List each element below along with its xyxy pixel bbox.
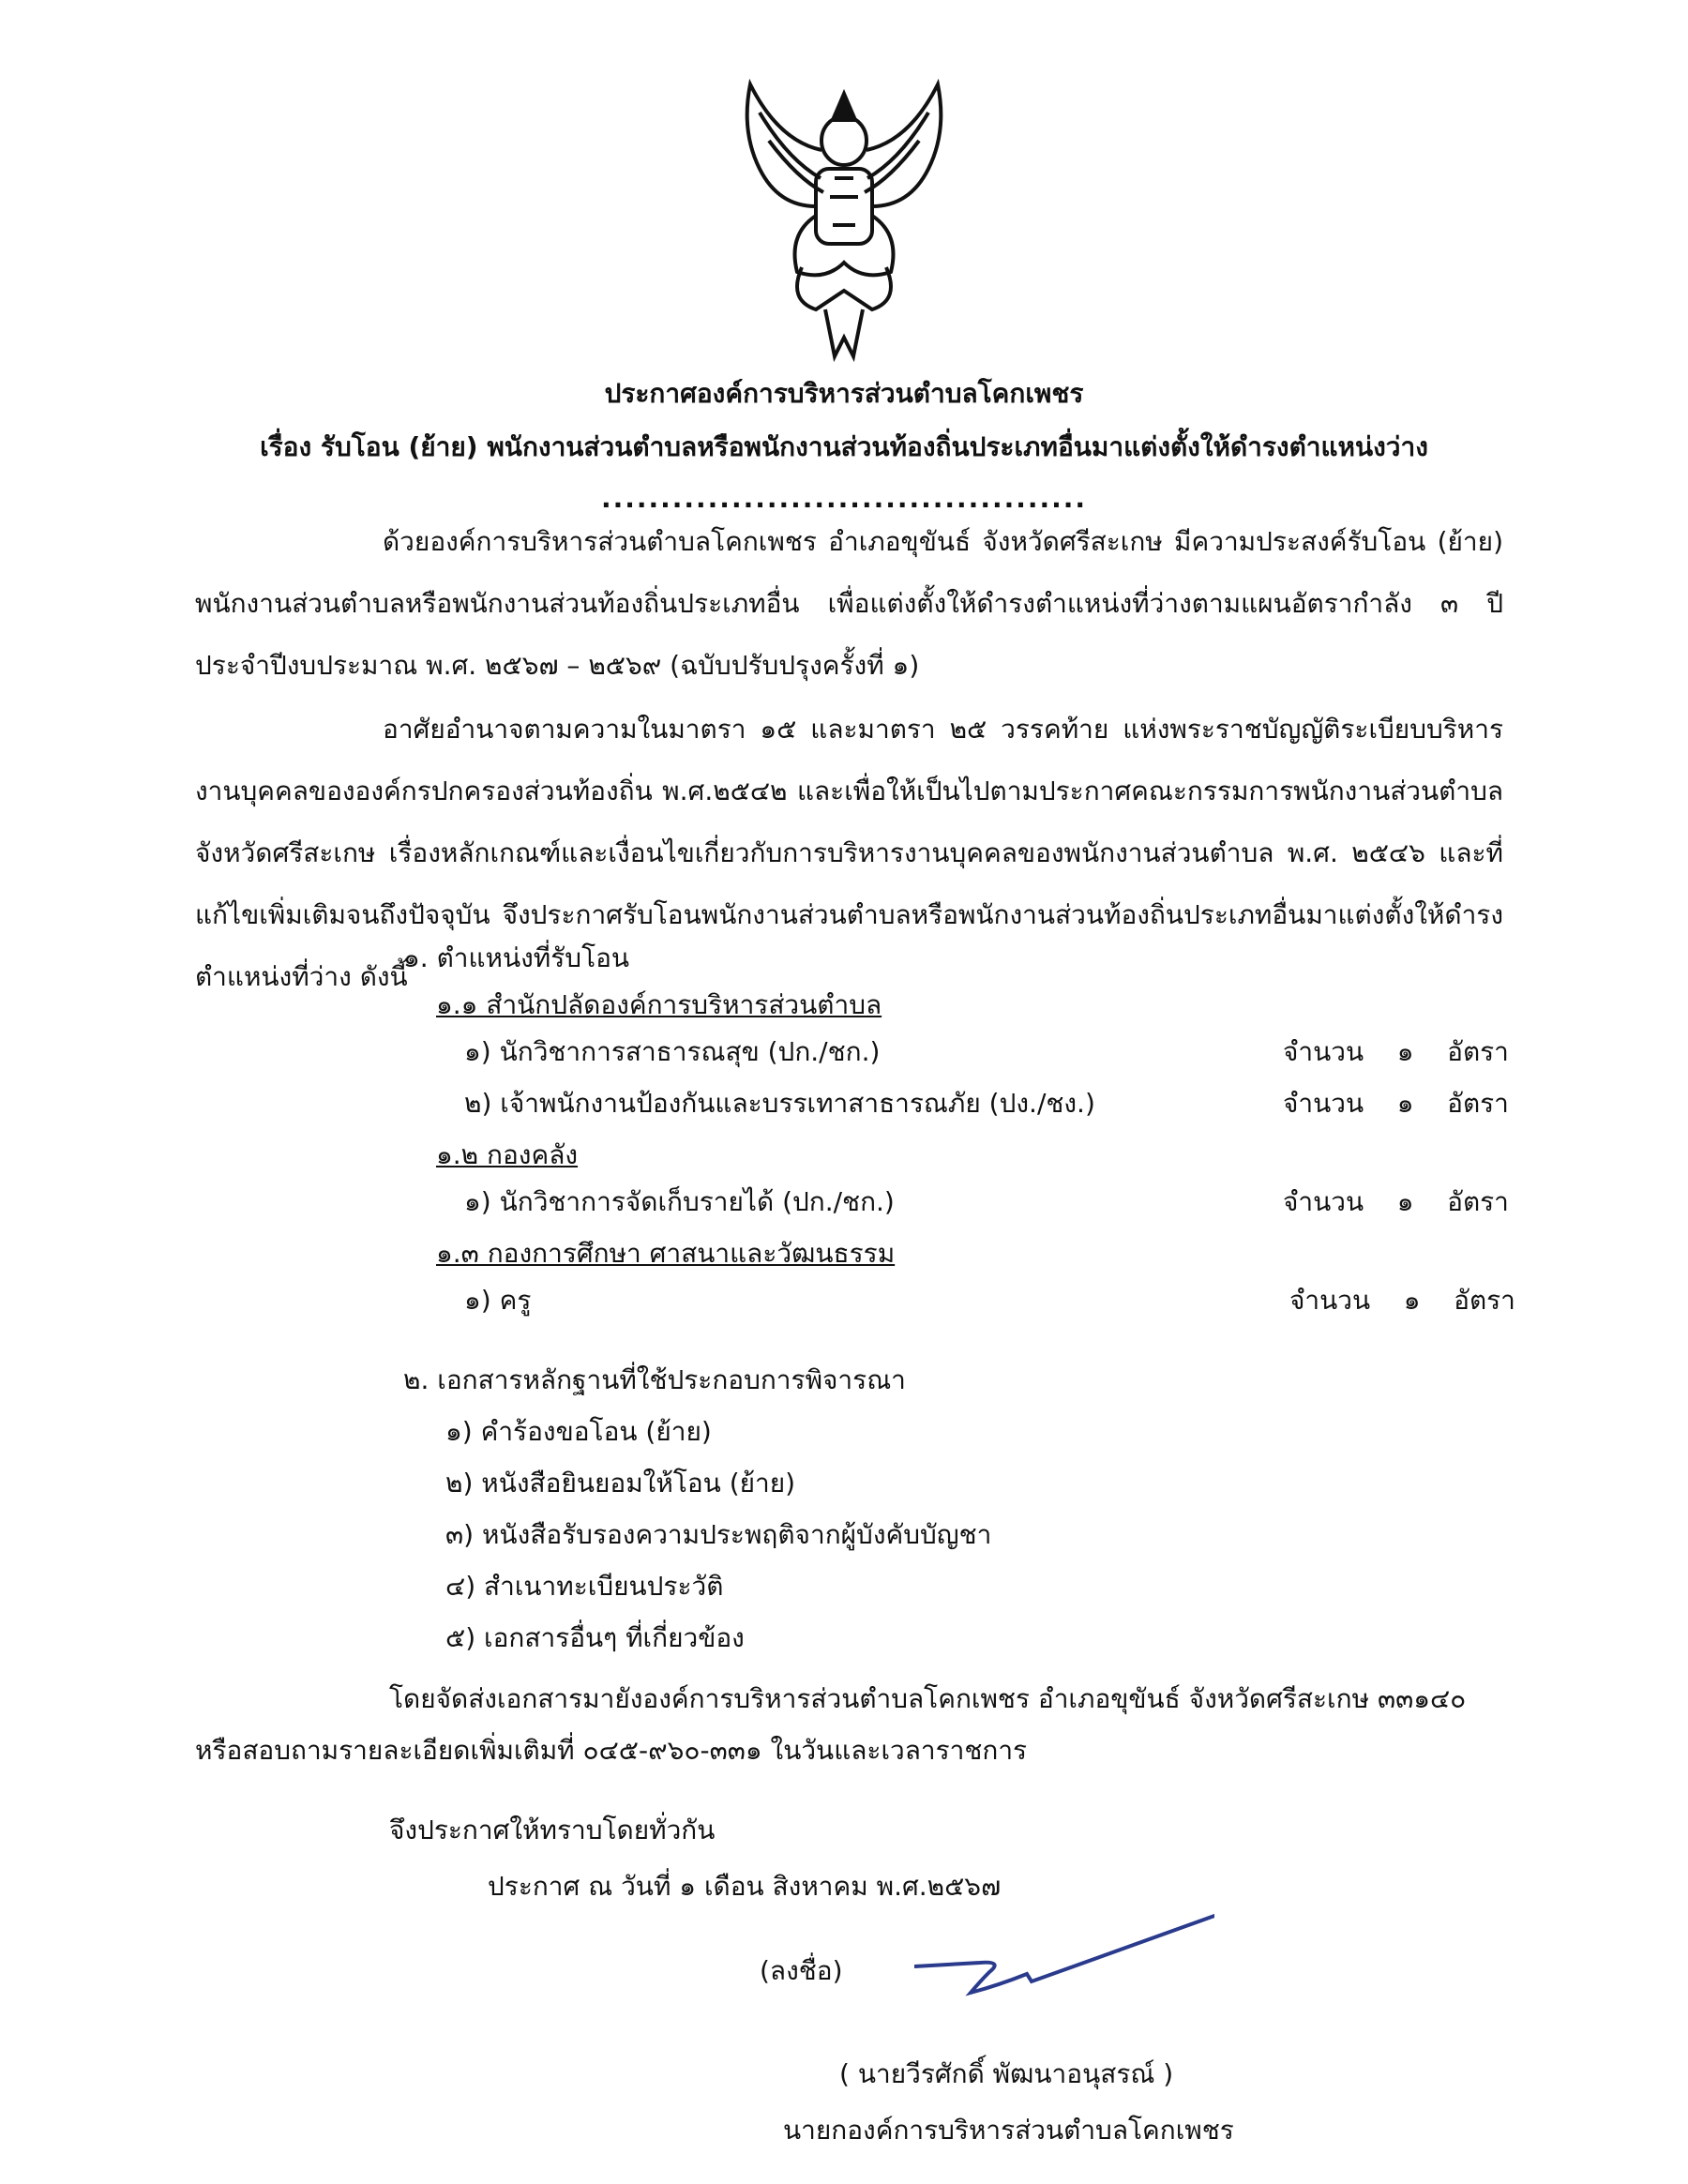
positions-heading: ๑. ตำแหน่งที่รับโอน bbox=[403, 942, 630, 973]
position-quantity bbox=[1289, 1280, 1515, 1321]
announcement-subject: เรื่อง รับโอน (ย้าย) พนักงานส่วนตำบลหรือพนักงานส่วนท้องถิ่นประเภทอื่นมาแต่งตั้งให้ดำรงตำแหน่งว่าง bbox=[260, 431, 1428, 462]
position-quantity bbox=[1283, 1182, 1509, 1223]
title-divider: ......................................... bbox=[600, 483, 1088, 514]
document-item: ๑) คำร้องขอโอน (ย้าย) bbox=[445, 1416, 712, 1447]
announcement-date: ประกาศ ณ วันที่ ๑ เดือน สิงหาคม พ.ศ.๒๕๖๗ bbox=[488, 1871, 1002, 1902]
signature-icon bbox=[914, 1908, 1214, 2002]
qty-unit: อัตรา bbox=[1447, 1186, 1509, 1217]
document-item: ๔) สำเนาทะเบียนประวัติ bbox=[445, 1571, 724, 1602]
position-quantity bbox=[1283, 1083, 1509, 1124]
qty-count: ๑ bbox=[1403, 1285, 1421, 1316]
document-item: ๓) หนังสือรับรองความประพฤติจากผู้บังคับบัญชา bbox=[445, 1519, 992, 1550]
contact-line-2: หรือสอบถามรายละเอียดเพิ่มเติมที่ ๐๔๕-๙๖๐-๓๓๑ ในวันและเวลาราชการ bbox=[195, 1735, 1028, 1766]
garuda-emblem-icon bbox=[722, 75, 966, 375]
announcement-title: ประกาศองค์การบริหารส่วนตำบลโคกเพชร bbox=[604, 378, 1084, 409]
group-heading: ๑.๓ กองการศึกษา ศาสนาและวัฒนธรรม bbox=[436, 1238, 896, 1269]
document-item: ๒) หนังสือยินยอมให้โอน (ย้าย) bbox=[445, 1468, 796, 1499]
group-heading: ๑.๒ กองคลัง bbox=[436, 1139, 579, 1170]
qty-unit: อัตรา bbox=[1447, 1088, 1509, 1119]
position-item: ๑) นักวิชาการสาธารณสุข (ปก./ชก.) bbox=[464, 1036, 881, 1067]
authority-paragraph: อาศัยอำนาจตามความในมาตรา ๑๕ และมาตรา ๒๕ วรรคท้าย แห่งพระราชบัญญัติระเบียบบริหารงานบุคคลขององค์กรปกครองส่วนท้องถิ่น พ.ศ.๒๕๔๒ และเพื่อให้เป็นไปตามประกาศคณะกรรมการพนักงานส่วนตำบลจังหวัดศรีสะเกษ เรื่องหลักเกณฑ์และเงื่อนไขเกี่ยวกับการบริหารงานบุคคลของพนักงานส่วนตำบล พ.ศ. ๒๕๔๖ และที่แก้ไขเพิ่มเติมจนถึงปัจจุบัน จึงประกาศรับโอนพนักงานส่วนตำบลหรือพนักงานส่วนท้องถิ่นประเภทอื่นมาแต่งตั้งให้ดำรงตำแหน่งที่ว่าง ดังนี้ bbox=[195, 714, 1503, 992]
qty-count: ๑ bbox=[1396, 1036, 1414, 1067]
qty-count: ๑ bbox=[1396, 1186, 1414, 1217]
qty-label: จำนวน bbox=[1289, 1285, 1371, 1316]
position-quantity bbox=[1283, 1032, 1509, 1073]
signature-label: (ลงชื่อ) bbox=[760, 1955, 843, 1986]
contact-line-1: โดยจัดส่งเอกสารมายังองค์การบริหารส่วนตำบลโคกเพชร อำเภอขุขันธ์ จังหวัดศรีสะเกษ ๓๓๑๔๐ bbox=[389, 1683, 1467, 1714]
signer-title: นายกองค์การบริหารส่วนตำบลโคกเพชร bbox=[783, 2115, 1234, 2146]
qty-label: จำนวน bbox=[1283, 1186, 1364, 1217]
qty-unit: อัตรา bbox=[1447, 1036, 1509, 1067]
document-item: ๕) เอกสารอื่นๆ ที่เกี่ยวข้อง bbox=[445, 1622, 745, 1653]
qty-label: จำนวน bbox=[1283, 1088, 1364, 1119]
group-heading: ๑.๑ สำนักปลัดองค์การบริหารส่วนตำบล bbox=[436, 989, 882, 1020]
position-item: ๑) ครู bbox=[464, 1285, 532, 1316]
documents-heading: ๒. เอกสารหลักฐานที่ใช้ประกอบการพิจารณา bbox=[403, 1364, 906, 1395]
qty-label: จำนวน bbox=[1283, 1036, 1364, 1067]
signer-name: ( นายวีรศักดิ์ พัฒนาอนุสรณ์ ) bbox=[839, 2058, 1174, 2089]
position-item: ๒) เจ้าพนักงานป้องกันและบรรเทาสาธารณภัย (ปง./ชง.) bbox=[464, 1088, 1095, 1119]
closing-announcement: จึงประกาศให้ทราบโดยทั่วกัน bbox=[389, 1815, 716, 1845]
intro-paragraph: ด้วยองค์การบริหารส่วนตำบลโคกเพชร อำเภอขุขันธ์ จังหวัดศรีสะเกษ มีความประสงค์รับโอน (ย้าย) พนักงานส่วนตำบลหรือพนักงานส่วนท้องถิ่นประเภทอื่น เพื่อแต่งตั้งให้ดำรงตำแหน่งที่ว่างตามแผนอัตรากำลัง ๓ ปี ประจำปีงบประมาณ พ.ศ. ๒๕๖๗ – ๒๕๖๙ (ฉบับปรับปรุงครั้งที่ ๑) bbox=[195, 526, 1503, 681]
position-item: ๑) นักวิชาการจัดเก็บรายได้ (ปก./ชก.) bbox=[464, 1186, 895, 1217]
qty-count: ๑ bbox=[1396, 1088, 1414, 1119]
qty-unit: อัตรา bbox=[1454, 1285, 1515, 1316]
